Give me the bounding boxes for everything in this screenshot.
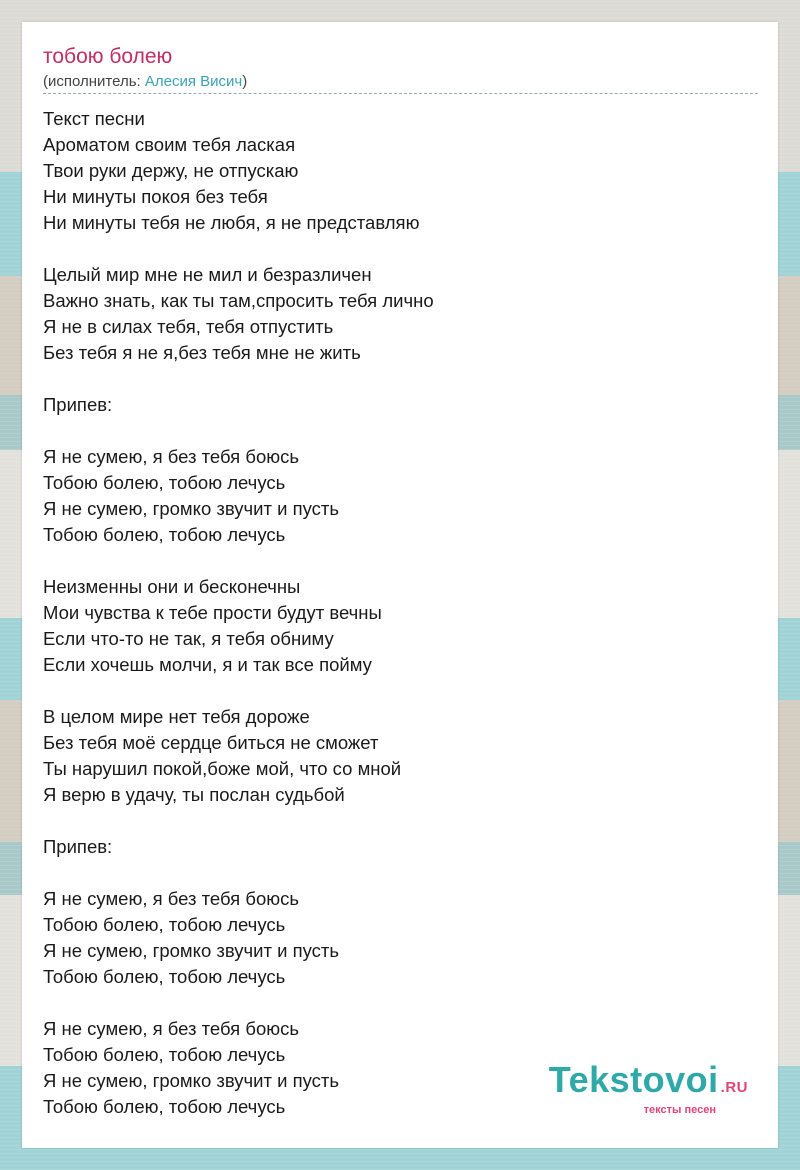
lyric-line: Без тебя моё сердце биться не сможет [43,732,379,753]
lyric-line: Я не сумею, громко звучит и пусть [43,940,340,961]
lyric-line: Припев: [43,394,113,415]
lyric-gap [43,808,434,834]
lyric-line: Я не сумею, я без тебя боюсь [43,888,299,909]
performer-prefix: (исполнитель: [43,73,145,90]
logo-wordmark [548,1059,748,1106]
lyric-line: Если что-то не так, я тебя обниму [43,628,334,649]
lyric-line: Если хочешь молчи, я и так все пойму [43,654,372,675]
lyric-line: Целый мир мне не мил и безразличен [43,264,372,285]
lyric-line: Тобою болею, тобою лечусь [43,1044,286,1065]
lyric-gap [43,678,434,704]
performer-line [43,72,247,92]
site-logo[interactable] [548,1059,748,1116]
lyric-line: Мои чувства к тебе прости будут вечны [43,602,382,623]
lyrics-body [43,106,434,1120]
lyric-line: Важно знать, как ты там,спросить тебя лично [43,290,434,311]
logo-tagline: тексты песен [643,1104,716,1116]
lyric-line: Твои руки держу, не отпускаю [43,160,299,181]
lyric-gap [43,548,434,574]
lyric-gap [43,990,434,1016]
lyric-line: Тобою болею, тобою лечусь [43,966,286,987]
song-title: тобою болею [43,45,173,68]
performer-suffix: ) [242,73,248,90]
lyric-line: Я не сумею, громко звучит и пусть [43,1070,340,1091]
lyric-line: Без тебя я не я,без тебя мне не жить [43,342,361,363]
lyric-line: Я верю в удачу, ты послан судьбой [43,784,345,805]
lyric-gap [43,366,434,392]
performer-link[interactable]: Алесия Висич [144,73,243,90]
lyric-line: Припев: [43,836,113,857]
lyric-line: Ни минуты тебя не любя, я не представляю [43,212,420,233]
lyric-line: Тобою болею, тобою лечусь [43,472,286,493]
lyric-line: Неизменны они и бесконечны [43,576,301,597]
lyric-line: Я не в силах тебя, тебя отпустить [43,316,334,337]
lyric-line: Ни минуты покоя без тебя [43,186,268,207]
lyric-line: Я не сумею, я без тебя боюсь [43,1018,299,1039]
lyric-line: Ароматом своим тебя лаская [43,134,296,155]
logo-name: Tekstovoi [548,1059,719,1100]
lyric-line: Тобою болею, тобою лечусь [43,524,286,545]
lyric-line: Тобою болею, тобою лечусь [43,1096,286,1117]
lyric-line: Текст песни [43,108,145,129]
header-divider [43,93,758,94]
lyric-gap [43,236,434,262]
lyric-line: Я не сумею, громко звучит и пусть [43,498,340,519]
lyric-gap [43,418,434,444]
lyric-gap [43,860,434,886]
lyric-line: Ты нарушил покой,боже мой, что со мной [43,758,402,779]
lyric-line: Тобою болею, тобою лечусь [43,914,286,935]
lyric-line: В целом мире нет тебя дороже [43,706,310,727]
logo-tld: .RU [720,1079,748,1096]
lyric-line: Я не сумею, я без тебя боюсь [43,446,299,467]
lyrics-card [22,22,778,1148]
